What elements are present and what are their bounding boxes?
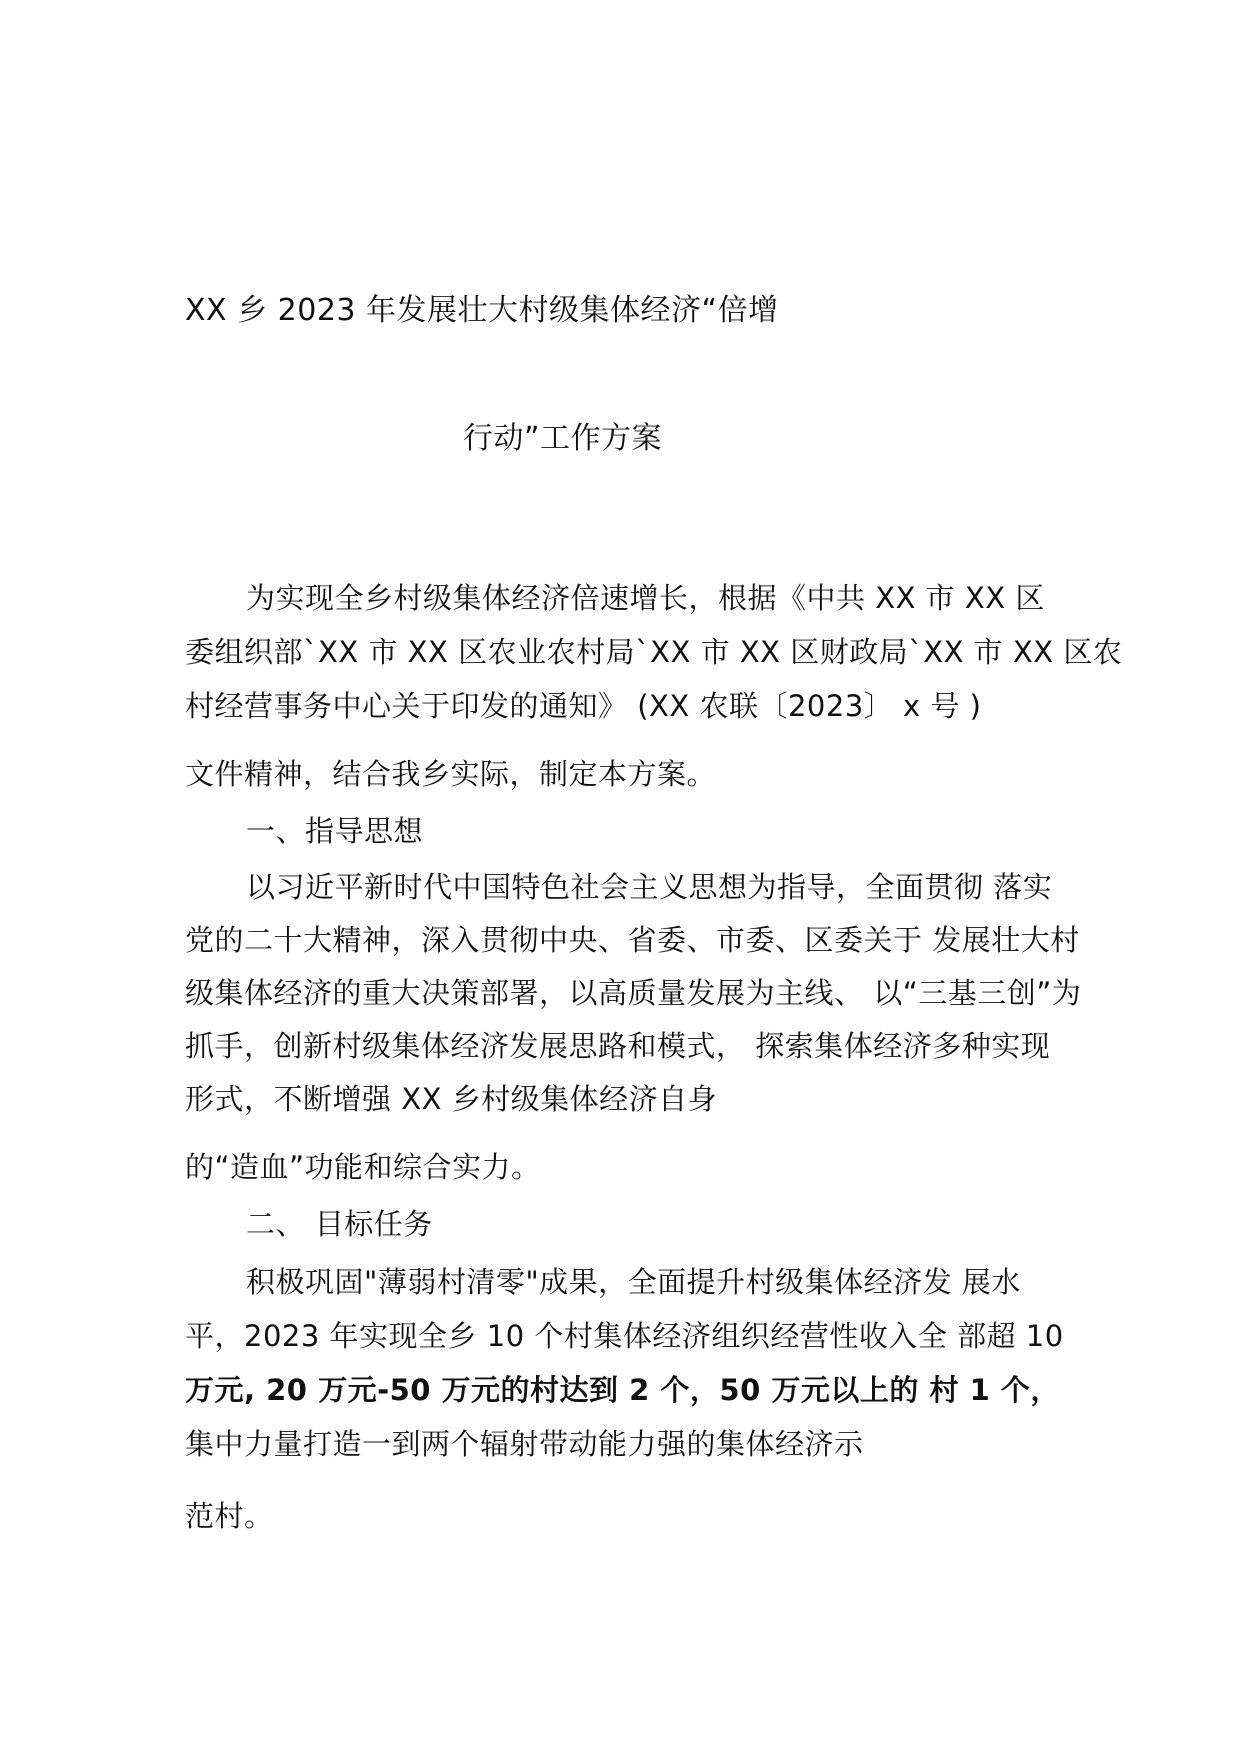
document-title-line-1: XX 乡 2023 年发展壮大村级集体经济“倍增 — [185, 293, 779, 328]
section-2-line-1: 积极巩固"薄弱村清零"成果，全面提升村级集体经济发 展水 — [246, 1265, 1021, 1299]
intro-line-1: 为实现全乡村级集体经济倍速增长，根据《中共 XX 市 XX 区 — [246, 581, 1045, 615]
section-1-line-2: 党的二十大精神，深入贯彻中央、省委、市委、区委关于 发展壮大村 — [185, 923, 1080, 957]
section-2-heading: 二、 目标任务 — [246, 1207, 433, 1241]
section-2-line-3: 万元, 20 万元-50 万元的村达到 2 个，50 万元以上的 村 1 个， — [185, 1373, 1060, 1407]
intro-line-4: 文件精神，结合我乡实际，制定本方案。 — [185, 757, 717, 791]
section-1-line-4: 抓手，创新村级集体经济发展思路和模式， 探索集体经济多种实现 — [185, 1029, 1051, 1063]
document-title-line-2: 行动”工作方案 — [463, 421, 663, 456]
section-1-line-6: 的“造血”功能和综合实力。 — [185, 1150, 541, 1184]
intro-line-3: 村经营事务中心关于印发的通知》 (XX 农联〔2023〕 x 号 ) — [185, 689, 982, 723]
section-2-line-5: 范村。 — [185, 1499, 274, 1533]
intro-line-2: 委组织部`XX 市 XX 区农业农村局`XX 市 XX 区财政局`XX 市 XX 区农 — [185, 635, 1123, 669]
section-2-line-2: 平，2023 年实现全乡 10 个村集体经济组织经营性收入全 部超 10 — [185, 1319, 1064, 1353]
section-1-line-1: 以习近平新时代中国特色社会主义思想为指导，全面贯彻 落实 — [246, 870, 1053, 904]
section-1-heading: 一、指导思想 — [246, 814, 424, 848]
section-2-line-4: 集中力量打造一到两个辐射带动能力强的集体经济示 — [185, 1427, 864, 1461]
section-1-line-3: 级集体经济的重大决策部署，以高质量发展为主线、 以“三基三创”为 — [185, 976, 1082, 1010]
section-1-line-5: 形式，不断增强 XX 乡村级集体经济自身 — [185, 1082, 718, 1116]
